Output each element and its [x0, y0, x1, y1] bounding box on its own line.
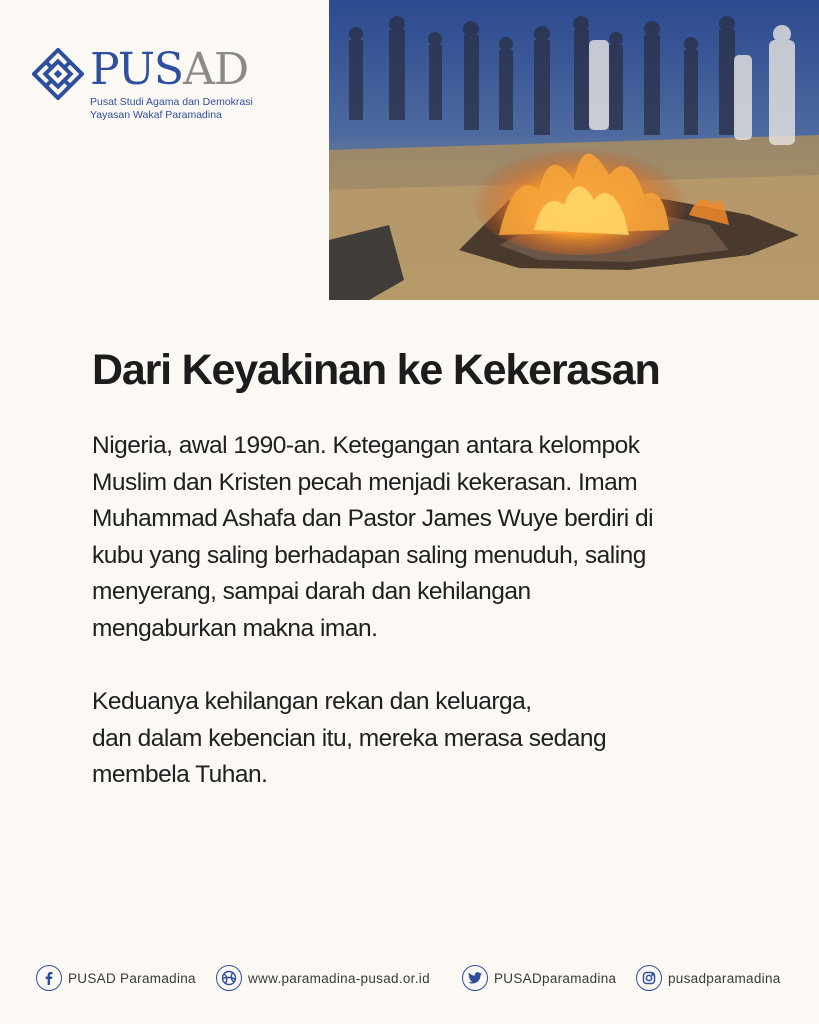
facebook-label: PUSAD Paramadina [68, 970, 196, 986]
social-footer [0, 958, 819, 998]
paragraph-1-line: Muslim dan Kristen pecah menjadi kekerasan. Imam [92, 468, 638, 496]
logo-word-accent: AD [183, 44, 249, 95]
article-title: Dari Keyakinan ke Kekerasan [92, 346, 660, 394]
pusad-knot-icon [32, 48, 84, 100]
paragraph-1-line: kubu yang saling berhadapan saling menuduh, saling [92, 541, 646, 569]
paragraph-1 [92, 428, 772, 647]
paragraph-2 [92, 684, 772, 794]
instagram-label: pusadparamadina [668, 970, 781, 986]
logo-subtitle [90, 96, 253, 122]
pusad-logo [32, 44, 292, 124]
burning-debris-crowd-photo [329, 0, 819, 300]
paragraph-2-line: membela Tuhan. [92, 761, 268, 788]
logo-word-main: PUS [90, 44, 184, 95]
instagram-link[interactable] [636, 958, 781, 998]
website-label: www.paramadina-pusad.or.id [248, 970, 430, 986]
paragraph-1-line: mengaburkan makna iman. [92, 614, 378, 642]
facebook-link[interactable] [36, 958, 196, 998]
paragraph-2-line: dan dalam kebencian itu, mereka merasa sedang [92, 724, 607, 752]
article-body [92, 428, 772, 794]
paragraph-1-line: Muhammad Ashafa dan Pastor James Wuye berdiri di [92, 505, 654, 532]
paragraph-1-line: menyerang, sampai darah dan kehilangan [92, 578, 531, 605]
paragraph-1-line: Nigeria, awal 1990-an. Ketegangan antara kelompok [92, 432, 640, 459]
header-photo [329, 0, 819, 300]
facebook-icon [36, 965, 62, 991]
twitter-label: PUSADparamadina [494, 970, 617, 986]
website-link[interactable] [216, 958, 430, 998]
logo-subtitle-line1: Pusat Studi Agama dan Demokrasi [90, 96, 253, 108]
logo-wordmark [90, 46, 248, 94]
logo-subtitle-line2: Yayasan Wakaf Paramadina [90, 109, 222, 121]
globe-icon [216, 965, 242, 991]
twitter-icon [462, 965, 488, 991]
twitter-link[interactable] [462, 958, 616, 998]
paragraph-2-line: Keduanya kehilangan rekan dan keluarga, [92, 688, 532, 715]
instagram-icon [636, 965, 662, 991]
